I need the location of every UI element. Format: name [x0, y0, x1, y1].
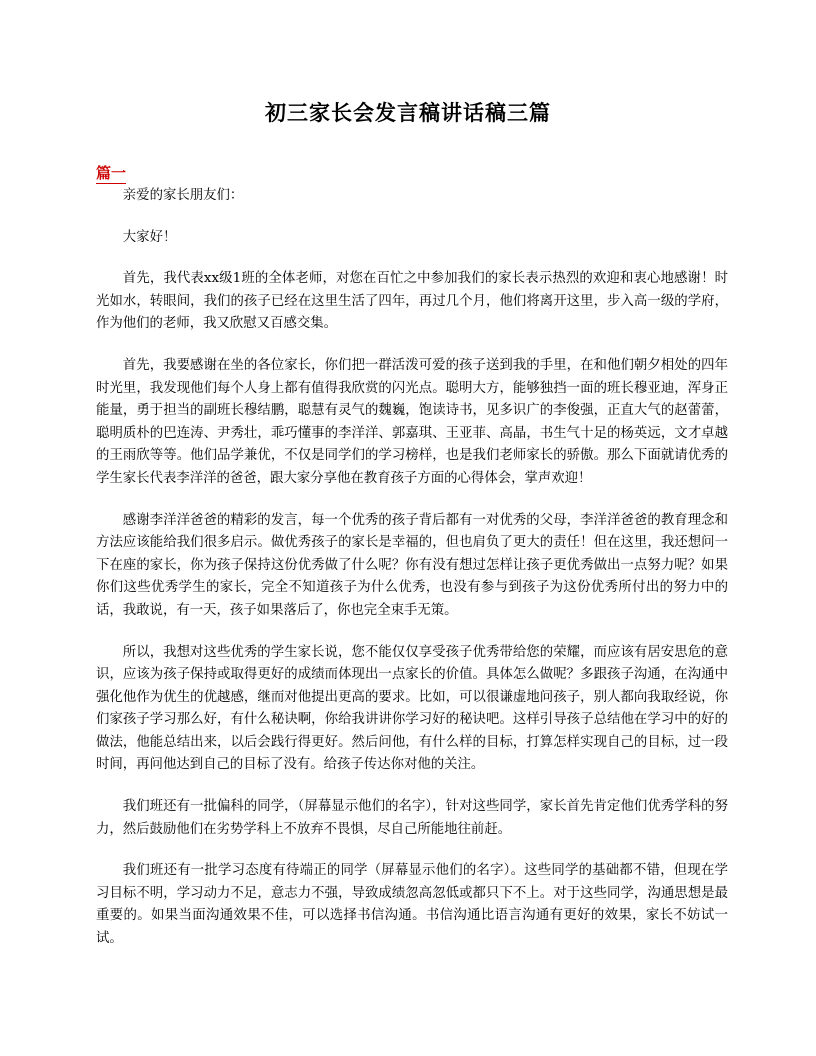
paragraph: 我们班还有一批偏科的同学，（屏幕显示他们的名字），针对这些同学，家长首先肯定他们优秀学科的努力，然后鼓励他们在劣势学科上不放弃不畏惧，尽自己所能地往前赶。 — [96, 799, 728, 837]
paragraph: 首先，我要感谢在坐的各位家长，你们把一群活泼可爱的孩子送到我的手里，在和他们朝夕相处的四年时光里，我发现他们每个人身上都有值得我欣赏的闪光点。聪明大方，能够独挡一面的班长穆亚迪，浑身正能量，勇于担当的副班长穆结鹏，聪慧有灵气的魏巍，饱读诗书，见多识广的李俊强，正直大气的赵蕾蕾，聪明质朴的巴连涛、尹秀壮，乖巧懂事的李洋洋、郭嘉琪、王亚菲、高晶，书生气十足的杨英远，文才卓越的王雨欣等等。他们品学兼优，不仅是同学们的学习榜样，也是我们老师家长的骄傲。那么下面就请优秀的学生家长代表李洋洋的爸爸，跟大家分享他在教育孩子方面的心得体会，掌声欢迎！ — [96, 357, 728, 486]
document-body — [96, 185, 728, 970]
paragraph: 感谢李洋洋爸爸的精彩的发言，每一个优秀的孩子背后都有一对优秀的父母，李洋洋爸爸的教育理念和方法应该能给我们很多启示。做优秀孩子的家长是幸福的，但也肩负了更大的责任！但在这里，我还想问一下在座的家长，你为孩子保持这份优秀做了什么呢？你有没有想过怎样让孩子更优秀做出一点努力呢？如果你们这些优秀学生的家长，完全不知道孩子为什么优秀，也没有参与到孩子为这份优秀所付出的努力中的话，我敢说，有一天，孩子如果落后了，你也完全束手无策。 — [96, 512, 728, 618]
section-label: 篇一 — [96, 164, 127, 182]
paragraph-hello: 大家好！ — [122, 229, 177, 245]
paragraph: 我们班还有一批学习态度有待端正的同学（屏幕显示他们的名字）。这些同学的基础都不错，但现在学习目标不明，学习动力不足，意志力不强，导致成绩忽高忽低或都只下不上。对于这些同学，沟通思想是最重要的。如果当面沟通效果不佳，可以选择书信沟通。书信沟通比语言沟通有更好的效果，家长不妨试一试。 — [96, 863, 728, 947]
document-title: 初三家长会发言稿讲话稿三篇 — [265, 100, 551, 125]
paragraph: 首先，我代表xx级1班的全体老师，对您在百忙之中参加我们的家长表示热烈的欢迎和衷心地感谢！时光如水，转眼间，我们的孩子已经在这里生活了四年，再过几个月，他们将离开这里，步入高一级的学府，作为他们的老师，我又欣慰又百感交集。 — [96, 271, 728, 332]
paragraph: 所以，我想对这些优秀的学生家长说，您不能仅仅享受孩子优秀带给您的荣耀，而应该有居安思危的意识，应该为孩子保持或取得更好的成绩而体现出一点家长的价值。具体怎么做呢？多跟孩子沟通，在沟通中强化他作为优生的优越感，继而对他提出更高的要求。比如，可以很谦虚地问孩子，别人都向我取经说，你们家孩子学习那么好，有什么秘诀啊，你给我讲讲你学习好的秘诀吧。这样引导孩子总结他在学习中的好的做法，他能总结出来，以后会践行得更好。然后问他，有什么样的目标，打算怎样实现自己的目标，过一段时间，再问他达到自己的目标了没有。给孩子传达你对他的关注。 — [96, 644, 728, 773]
paragraph-greeting: 亲爱的家长朋友们： — [122, 188, 244, 203]
